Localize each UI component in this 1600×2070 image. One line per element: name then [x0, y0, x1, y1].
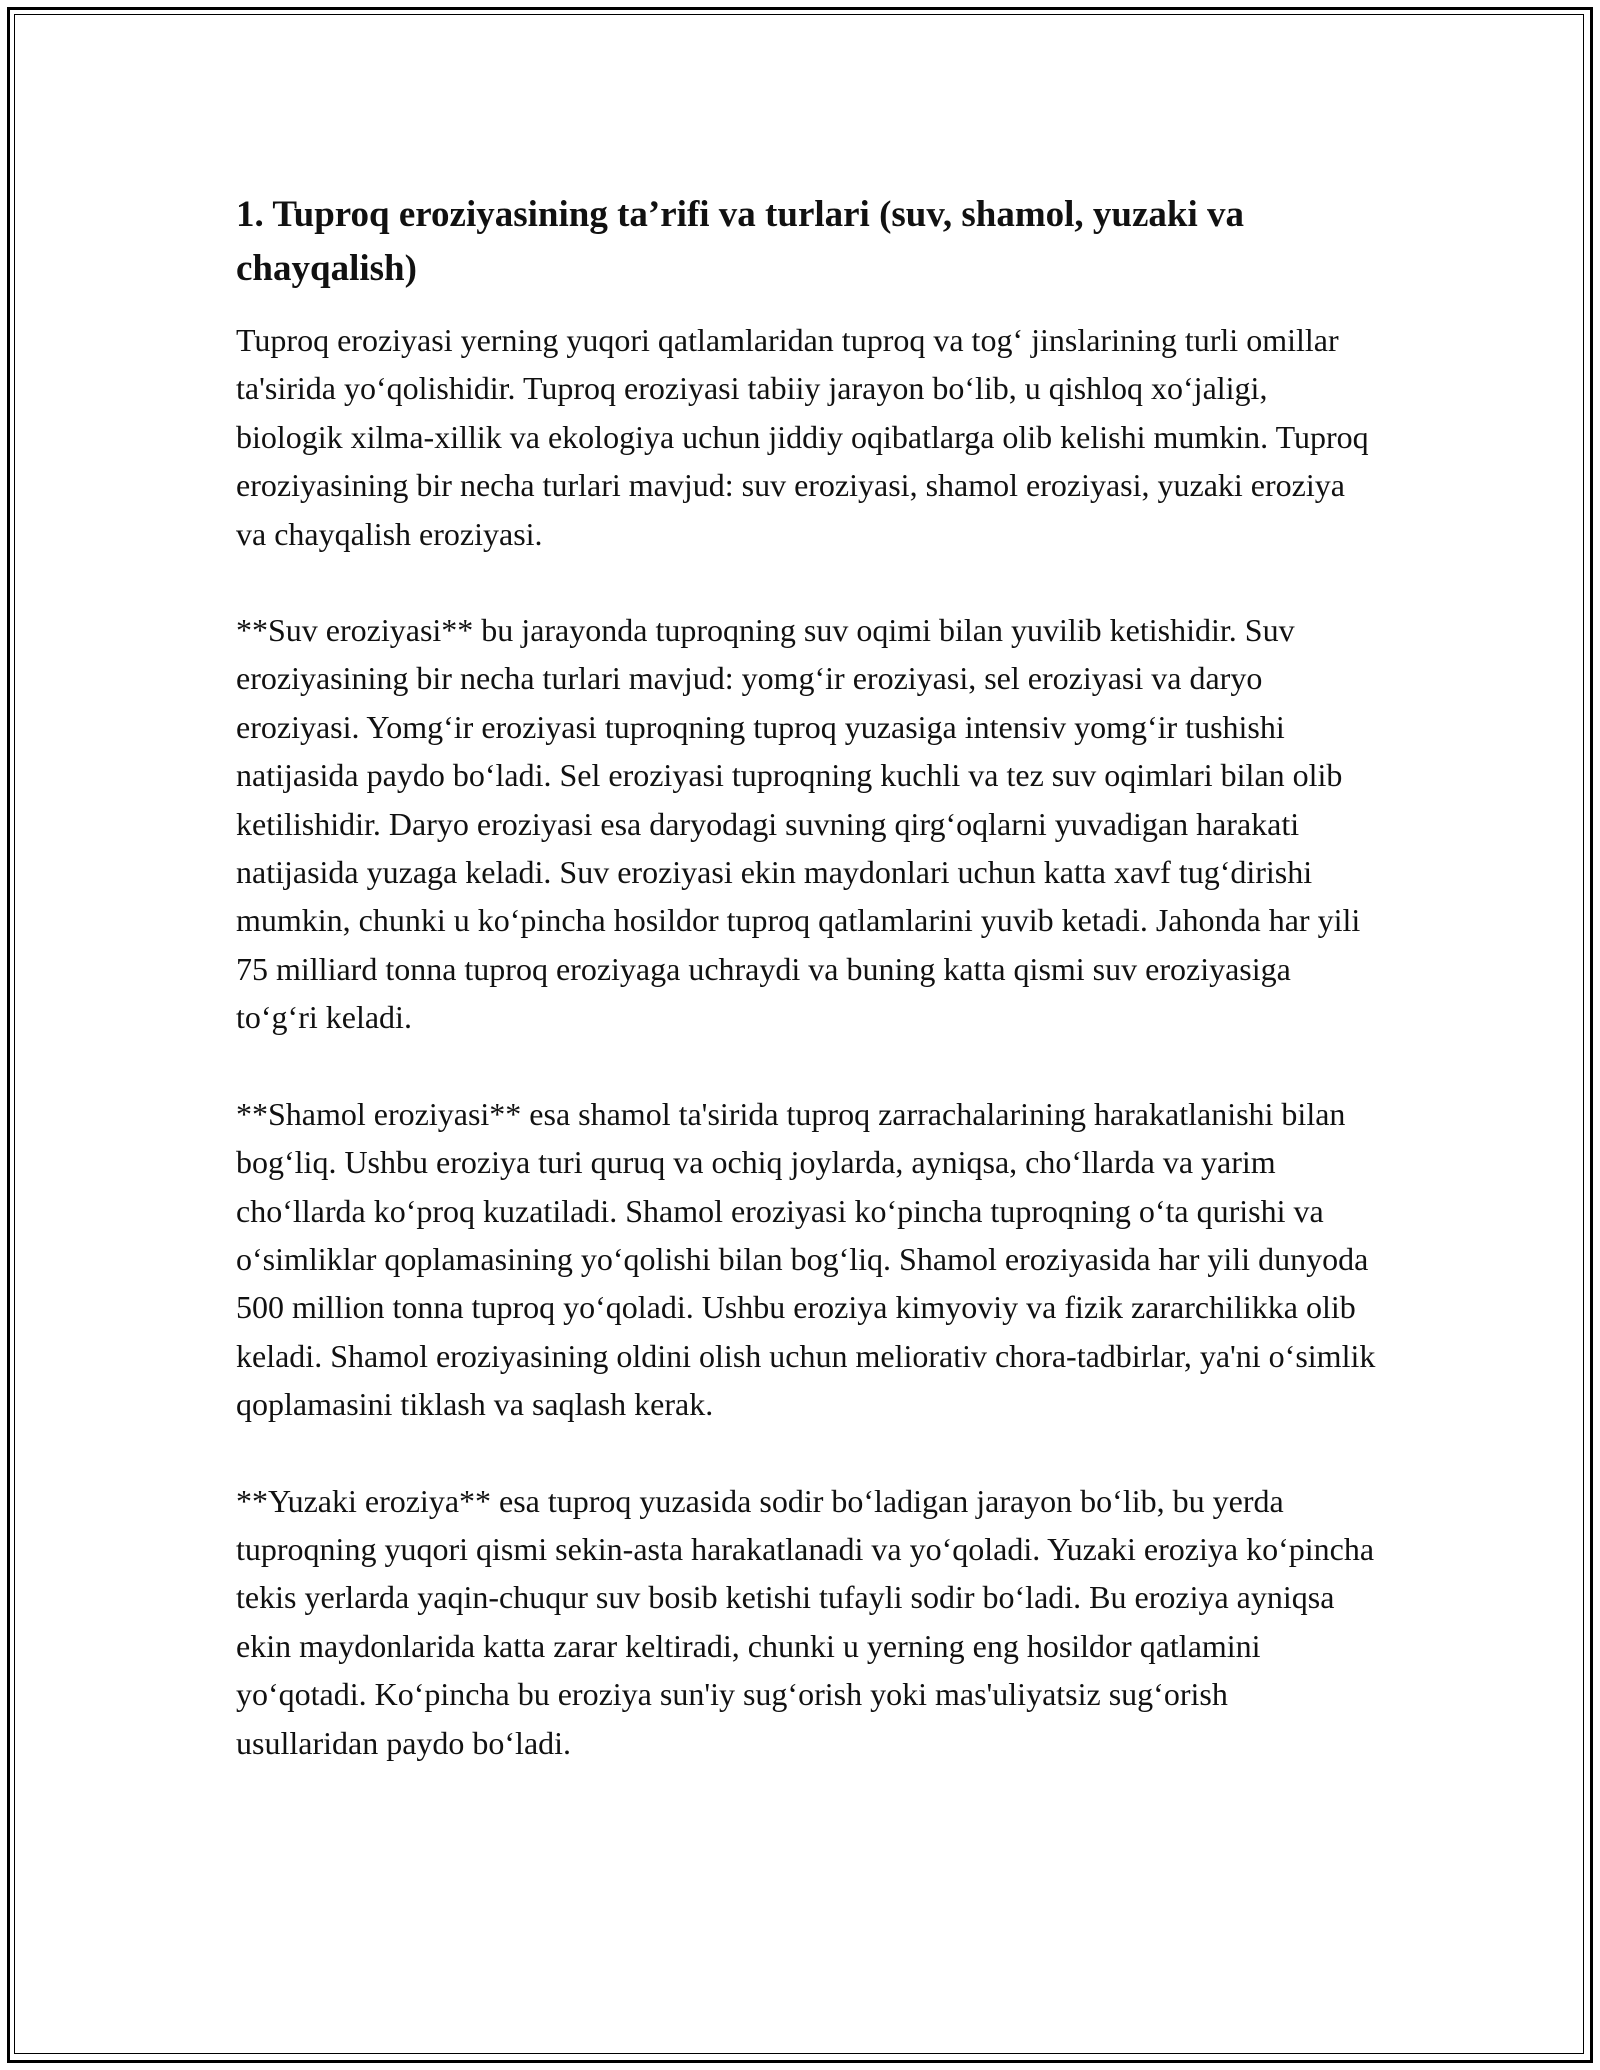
paragraph-definition: Tuproq eroziyasi yerning yuqori qatlamlaridan tuproq va tog‘ jinslarining turli omillar ta'sirida yo‘qolishidir. Tuproq eroziyasi tabiiy jarayon bo‘lib, u qishloq xo‘jaligi, biologik xilma-xillik va ekologiya uchun jiddiy oqibatlarga olib kelishi mumkin. Tuproq eroziyasining bir necha turlari mavjud: suv eroziyasi, shamol eroziyasi, yuzaki eroziya va chayqalish eroziyasi.: [236, 322, 1369, 552]
paragraph-surface-erosion: **Yuzaki eroziya** esa tuproq yuzasida sodir bo‘ladigan jarayon bo‘lib, bu yerda tuproqning yuqori qismi sekin-asta harakatlanadi va yo‘qoladi. Yuzaki eroziya ko‘pincha tekis yerlarda yaqin-chuqur suv bosib ketishi tufayli sodir bo‘ladi. Bu eroziya ayniqsa ekin maydonlarida katta zarar keltiradi, chunki u yerning eng hosildor qatlamini yo‘qotadi. Ko‘pincha bu eroziya sun'iy sug‘orish yoki mas'uliyatsiz sug‘orish usullaridan paydo bo‘ladi.: [236, 1482, 1375, 1761]
document-page: [236, 188, 1376, 1815]
paragraph-water-erosion: **Suv eroziyasi** bu jarayonda tuproqning suv oqimi bilan yuvilib ketishidir. Suv eroziyasining bir necha turlari mavjud: yomg‘ir eroziyasi, sel eroziyasi va daryo eroziyasi. Yomg‘ir eroziyasi tuproqning tuproq yuzasiga intensiv yomg‘ir tushishi natijasida paydo bo‘ladi. Sel eroziyasi tuproqning kuchli va tez suv oqimlari bilan olib ketilishidir. Daryo eroziyasi esa daryodagi suvning qirg‘oqlarni yuvadigan harakati natijasida yuzaga keladi. Suv eroziyasi ekin maydonlari uchun katta xavf tug‘dirishi mumkin, chunki u ko‘pincha hosildor tuproq qatlamlarini yuvib ketadi. Jahonda har yili 75 milliard tonna tuproq eroziyaga uchraydi va buning katta qismi suv eroziyasiga to‘g‘ri keladi.: [236, 612, 1361, 1036]
paragraph-wind-erosion: **Shamol eroziyasi** esa shamol ta'sirida tuproq zarrachalarining harakatlanishi bilan bog‘liq. Ushbu eroziya turi quruq va ochiq joylarda, ayniqsa, cho‘llarda va yarim cho‘llarda ko‘proq kuzatiladi. Shamol eroziyasi ko‘pincha tuproqning o‘ta qurishi va o‘simliklar qoplamasining yo‘qolishi bilan bog‘liq. Shamol eroziyasida har yili dunyoda 500 million tonna tuproq yo‘qoladi. Ushbu eroziya kimyoviy va fizik zararchilikka olib keladi. Shamol eroziyasining oldini olish uchun meliorativ chora-tadbirlar, ya'ni o‘simlik qoplamasini tiklash va saqlash kerak.: [236, 1095, 1376, 1423]
section-heading: 1. Tuproq eroziyasining ta’rifi va turlari (suv, shamol, yuzaki va chayqalish): [236, 194, 1245, 289]
